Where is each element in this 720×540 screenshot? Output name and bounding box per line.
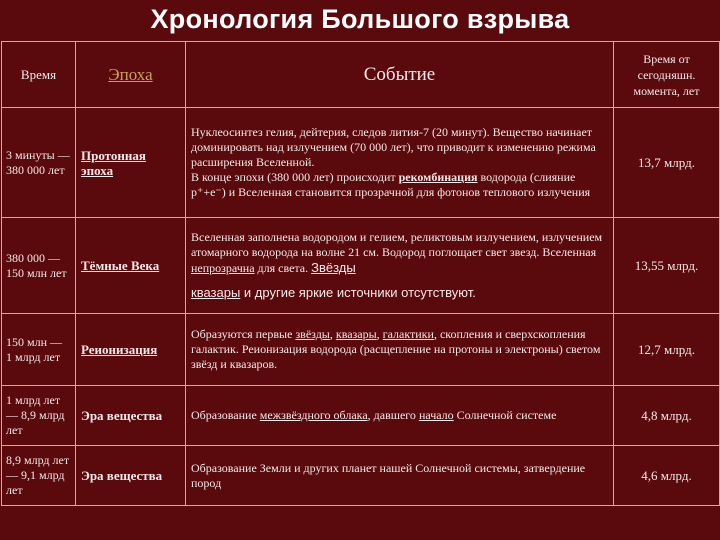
cell-time: 3 минуты — 380 000 лет: [2, 108, 76, 218]
event-text: Нуклеосинтез гелия, дейтерия, следов лития-7 (20 минут). Вещество начинает доминировать над излучением (70 000 лет), что приводит к изменению режима расширения Вселенной.: [191, 125, 596, 169]
quasars-link[interactable]: квазары: [335, 327, 377, 341]
header-era-link[interactable]: Эпоха: [76, 42, 186, 108]
era-link-dark-ages[interactable]: Тёмные Века: [81, 258, 160, 273]
cell-time: 380 000 — 150 млн лет: [2, 218, 76, 314]
header-time: Время: [2, 42, 76, 108]
origin-link[interactable]: начало: [418, 408, 454, 422]
cell-era: [76, 386, 186, 446]
event-text: Образование: [191, 408, 260, 422]
stars-link[interactable]: звёзды: [295, 327, 330, 341]
cell-event: [186, 386, 614, 446]
chronology-table: [1, 41, 720, 506]
era-label: Эра вещества: [81, 468, 163, 483]
event-text: для света.: [254, 261, 312, 275]
event-text: Солнечной системе: [453, 408, 557, 422]
interstellar-cloud-link[interactable]: межзвёздного облака: [259, 408, 368, 422]
event-text: , давшего: [367, 408, 419, 422]
table-row: [2, 314, 720, 386]
table-row: [2, 108, 720, 218]
event-text: ,: [329, 327, 336, 341]
header-event: Событие: [186, 42, 614, 108]
cell-ago: 4,8 млрд.: [614, 386, 720, 446]
event-text: ,: [376, 327, 383, 341]
era-link-proton[interactable]: Протонная эпоха: [81, 147, 146, 178]
quasars-link[interactable]: квазары: [191, 285, 241, 300]
stars-link[interactable]: Звёзды: [311, 260, 356, 275]
header-row: [2, 42, 720, 108]
table-row: [2, 218, 720, 314]
cell-time: 8,9 млрд лет — 9,1 млрд лет: [2, 446, 76, 506]
opaque-link[interactable]: непрозрачна: [191, 261, 255, 275]
table-row: [2, 386, 720, 446]
cell-ago: 4,6 млрд.: [614, 446, 720, 506]
cell-event: [186, 218, 614, 314]
table-row: [2, 446, 720, 506]
era-link-reionization[interactable]: Реионизация: [81, 342, 158, 357]
cell-event: [186, 314, 614, 386]
cell-era: [76, 314, 186, 386]
cell-era: [76, 446, 186, 506]
event-text: Образование Земли и других планет нашей Солнечной системы, затвердение пород: [191, 460, 586, 490]
cell-time: 150 млн — 1 млрд лет: [2, 314, 76, 386]
event-text: , скопления и сверхскопления галактик. Реионизация водорода (расщепление на протоны и электроны) светом звёзд и квазаров.: [191, 327, 601, 371]
galaxies-link[interactable]: галактики: [382, 327, 434, 341]
event-text: водорода (слияние p⁺+e⁻) и Вселенная становится прозрачной для фотонов теплового излучения: [191, 170, 591, 199]
cell-ago: 13,55 млрд.: [614, 218, 720, 314]
cell-era: [76, 218, 186, 314]
era-label: Эра вещества: [81, 408, 163, 423]
cell-ago: 13,7 млрд.: [614, 108, 720, 218]
cell-time: 1 млрд лет — 8,9 млрд лет: [2, 386, 76, 446]
event-text: Образуются первые: [191, 327, 296, 341]
cell-ago: 12,7 млрд.: [614, 314, 720, 386]
event-text: Вселенная заполнена водородом и гелием, реликтовым излучением, излучением атомарного водорода на волне 21 см. Водород поглощает свет звезд. Вселенная: [191, 230, 603, 259]
event-text: В конце эпохи (380 000 лет) происходит: [191, 170, 399, 184]
cell-event: [186, 108, 614, 218]
event-text: и другие яркие источники отсутствуют.: [240, 285, 476, 300]
page-title: Хронология Большого взрыва: [150, 4, 570, 34]
cell-event: [186, 446, 614, 506]
header-time-ago: Время от сегодняшн. момента, лет: [614, 42, 720, 108]
recombination-link[interactable]: рекомбинация: [398, 170, 478, 184]
cell-era: [76, 108, 186, 218]
